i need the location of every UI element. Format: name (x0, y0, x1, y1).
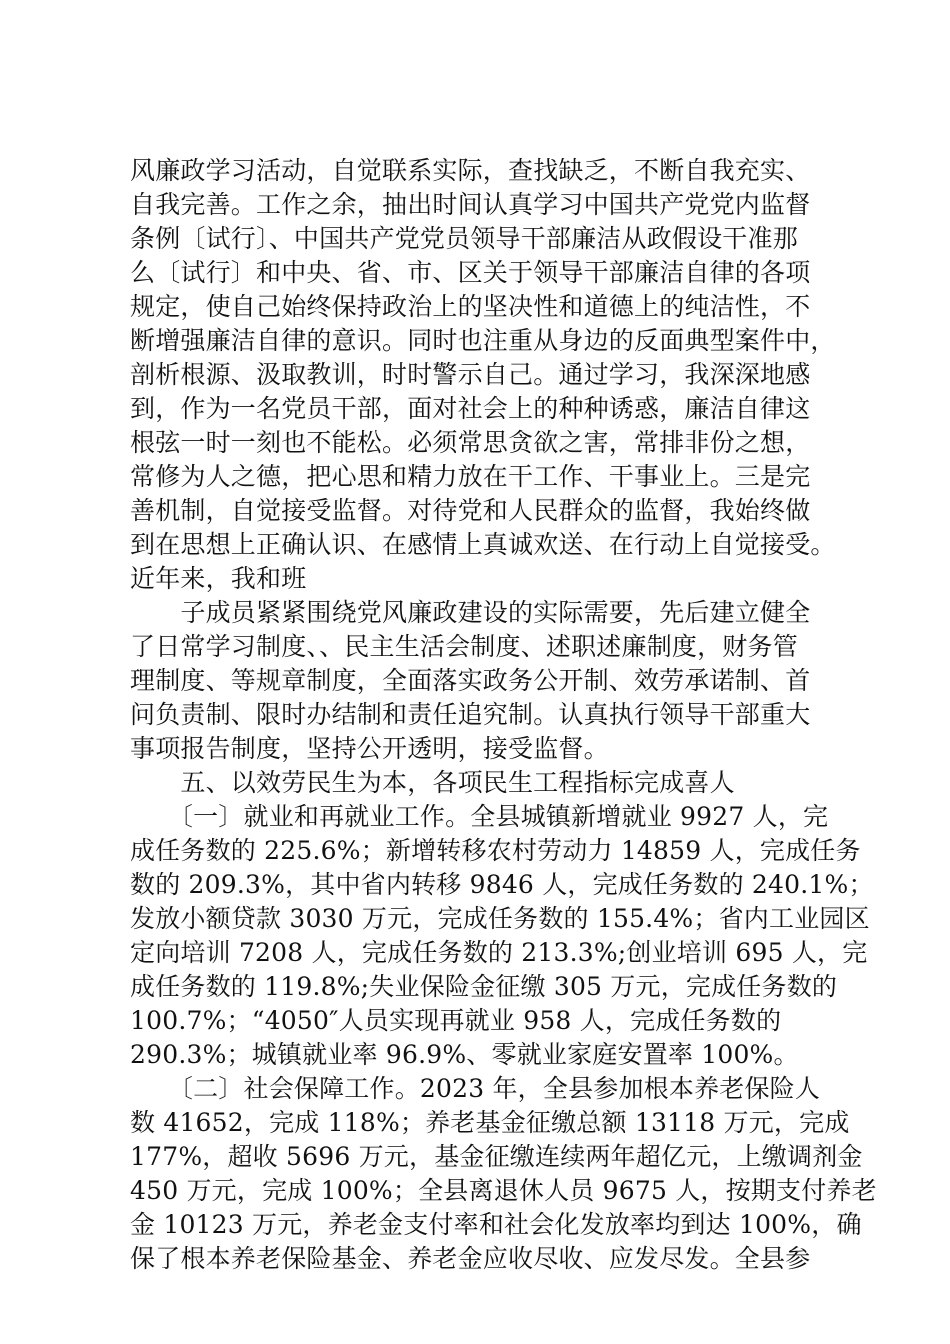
text-line: 450 万元，完成 100%；全县离退休人员 9675 人，按期支付养老 (130, 1176, 877, 1205)
text-line: 定向培训 7208 人，完成任务数的 213.3%;创业培训 695 人，完 (130, 938, 868, 967)
document-page (130, 154, 877, 1276)
text-line: 数 41652，完成 118%；养老基金征缴总额 13118 万元，完成 (130, 1108, 850, 1137)
text-line: 290.3%；城镇就业率 96.9%、零就业家庭安置率 100%。 (130, 1040, 799, 1069)
text-line: 么〔试行〕和中央、省、市、区关于领导干部廉洁自律的各项 (130, 258, 811, 287)
text-line: 成任务数的 225.6%；新增转移农村劳动力 14859 人，完成任务 (130, 836, 861, 865)
text-line: 断增强廉洁自律的意识。同时也注重从身边的反面典型案件中， (130, 326, 836, 355)
text-line: 根弦一时一刻也不能松。必须常思贪欲之害，常排非份之想， (130, 428, 811, 457)
text-line: 保了根本养老保险基金、养老金应收尽收、应发尽发。全县参 (130, 1244, 811, 1273)
text-line: 177%，超收 5696 万元，基金征缴连续两年超亿元，上缴调剂金 (130, 1142, 863, 1171)
text-line: 风廉政学习活动，自觉联系实际，查找缺乏，不断自我充实、 (130, 156, 811, 185)
text-line: 〔一〕就业和再就业工作。全县城镇新增就业 9927 人，完 (130, 802, 829, 831)
text-line: 规定，使自己始终保持政治上的坚决性和道德上的纯洁性，不 (130, 292, 811, 321)
text-line: 成任务数的 119.8%;失业保险金征缴 305 万元，完成任务数的 (130, 972, 838, 1001)
text-line: 到，作为一名党员干部，面对社会上的种种诱惑，廉洁自律这 (130, 394, 811, 423)
text-line: 问负责制、限时办结制和责任追究制。认真执行领导干部重大 (130, 700, 811, 729)
text-line: 近年来，我和班 (130, 564, 307, 593)
text-line: 剖析根源、汲取教训，时时警示自己。通过学习，我深深地感 (130, 360, 811, 389)
text-line: 善机制，自觉接受监督。对待党和人民群众的监督，我始终做 (130, 496, 811, 525)
text-line: 事项报告制度，坚持公开透明，接受监督。 (130, 734, 609, 763)
text-line: 自我完善。工作之余，抽出时间认真学习中国共产党党内监督 (130, 190, 811, 219)
section-heading: 五、以效劳民生为本，各项民生工程指标完成喜人 (130, 768, 735, 797)
text-line: 了日常学习制度、、民主生活会制度、述职述廉制度，财务管 (130, 632, 798, 661)
text-line: 子成员紧紧围绕党风廉政建设的实际需要，先后建立健全 (130, 598, 811, 627)
text-line: 到在思想上正确认识、在感情上真诚欢送、在行动上自觉接受。 (130, 530, 836, 559)
text-line: 理制度、等规章制度，全面落实政务公开制、效劳承诺制、首 (130, 666, 811, 695)
text-line: 100.7%；“4050″人员实现再就业 958 人，完成任务数的 (130, 1006, 782, 1035)
text-line: 数的 209.3%，其中省内转移 9846 人，完成任务数的 240.1%； (130, 870, 874, 899)
text-line: 〔二〕社会保障工作。2023 年，全县参加根本养老保险人 (130, 1074, 821, 1103)
text-line: 条例〔试行〕、中国共产党党员领导干部廉洁从政假设干准那 (130, 224, 798, 253)
text-line: 金 10123 万元，养老金支付率和社会化发放率均到达 100%，确 (130, 1210, 862, 1239)
text-line: 发放小额贷款 3030 万元，完成任务数的 155.4%；省内工业园区 (130, 904, 870, 933)
text-line: 常修为人之德，把心思和精力放在干工作、干事业上。三是完 (130, 462, 811, 491)
